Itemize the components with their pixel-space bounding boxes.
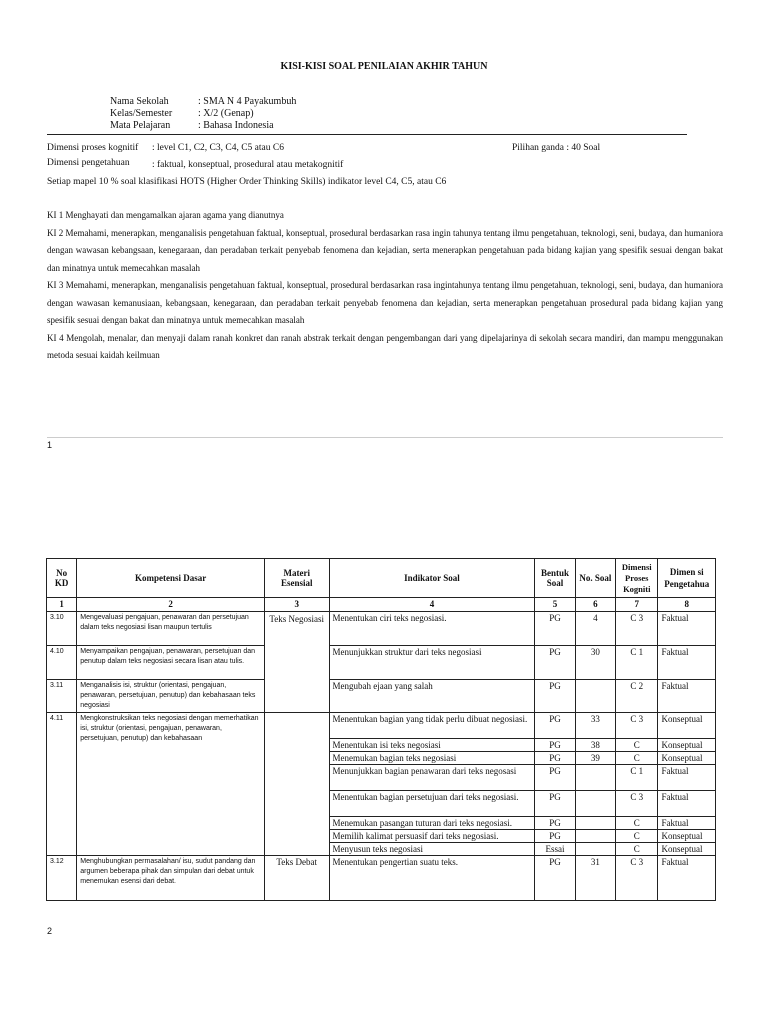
dimensi-pengetahuan: Konseptual [658, 739, 716, 752]
dimensi-proses: C 1 [616, 646, 658, 680]
column-number: 2 [77, 598, 265, 612]
dimensi-proses: C [616, 817, 658, 830]
column-number: 7 [616, 598, 658, 612]
identity-label: Nama Sekolah [110, 96, 169, 107]
kd-text: Menyampaikan pengajuan, penawaran, persetujuan dan penutup dalam teks negosiasi secara lisan atau tulis. [77, 646, 265, 680]
dimensi-pengetahuan: Faktual [658, 856, 716, 901]
no-soal: 39 [575, 752, 615, 765]
no-soal: 38 [575, 739, 615, 752]
table-row [47, 856, 716, 901]
identity-row [110, 96, 296, 108]
identity-block [110, 96, 296, 132]
dimensi-proses: C 3 [616, 856, 658, 901]
column-number: 5 [535, 598, 575, 612]
column-number: 8 [658, 598, 716, 612]
column-number-row [47, 598, 716, 612]
table-row [47, 646, 716, 680]
kd-text: Mengkonstruksikan teks negosiasi dengan memerhatikan isi, struktur (orientasi, pengajuan, penawaran, persetujuan, penutup) dan kebahasaan [77, 713, 265, 856]
column-number: 1 [47, 598, 77, 612]
proses-value: : level C1, C2, C3, C4, C5 atau C6 [152, 143, 284, 153]
identity-value: : SMA N 4 Payakumbuh [198, 96, 297, 107]
kd-text: Mengevaluasi pengajuan, penawaran dan persetujuan dalam teks negosiasi lisan maupun tertulis [77, 612, 265, 646]
dimensi-proses: C 2 [616, 680, 658, 713]
kd-text: Menganalisis isi, struktur (orientasi, pengajuan, penawaran, persetujuan, penutup) dan kebahasaan teks negosiasi [77, 680, 265, 713]
identity-row [110, 120, 296, 132]
bentuk-soal: PG [535, 680, 575, 713]
dimensi-proses: C 3 [616, 713, 658, 739]
ki-item: KI 4 Mengolah, menalar, dan menyaji dalam ranah konkret dan ranah abstrak terkait dengan pengembangan dari yang dipelajarinya di sekolah secara mandiri, dan mampu menggunakan metoda sesuai kaidah keilmuan [47, 332, 723, 360]
table-row [47, 680, 716, 713]
ki-item: KI 3 Memahami, menerapkan, menganalisis pengetahuan faktual, konseptual, prosedural berdasarkan rasa ingintahunya tentang ilmu pengetahuan, teknologi, seni, budaya, dan humaniora dengan wawasan kemanusiaan, kebangsaan, kenegaraan, dan peradaban terkait penyebab fenomena dan kejadian, serta menerapkan pengetahuan prosedural pada bidang kajian yang spesifik sesuai dengan bakat dan minatnya untuk memecahkan masalah [47, 280, 723, 325]
header-proses: Dimensi Proses Kogniti [616, 559, 658, 598]
table-row [47, 612, 716, 646]
dimensi-pengetahuan: Konseptual [658, 830, 716, 843]
materi-esensial: Teks Negosiasi [264, 612, 329, 713]
bentuk-soal: PG [535, 752, 575, 765]
table-row [47, 713, 716, 739]
dimensi-proses: C [616, 843, 658, 856]
dimensi-pengetahuan: Faktual [658, 680, 716, 713]
dimensi-pengetahuan: Faktual [658, 765, 716, 791]
indikator: Menyusun teks negosiasi [329, 843, 535, 856]
identity-label: Mata Pelajaran [110, 120, 171, 131]
bentuk-soal: PG [535, 791, 575, 817]
no-soal: 33 [575, 713, 615, 739]
bentuk-soal: PG [535, 817, 575, 830]
kd-number: 3.12 [47, 856, 77, 901]
page-break-line [47, 437, 723, 438]
indikator: Memilih kalimat persuasif dari teks negosiasi. [329, 830, 535, 843]
pilihan-ganda: Pilihan ganda : 40 Soal [512, 143, 601, 153]
bentuk-soal: PG [535, 765, 575, 791]
header-no-kd: No KD [47, 559, 77, 598]
no-soal [575, 791, 615, 817]
column-number: 6 [575, 598, 615, 612]
header-divider [47, 134, 687, 135]
dimensi-pengetahuan: Faktual [658, 612, 716, 646]
bentuk-soal: PG [535, 830, 575, 843]
kd-text: Menghubungkan permasalahan/ isu, sudut pandang dan argumen beberapa pihak dan simpulan dari debat untuk menemukan esensi dari debat. [77, 856, 265, 901]
no-soal [575, 830, 615, 843]
no-soal: 31 [575, 856, 615, 901]
table-header-row [47, 559, 716, 598]
identity-row [110, 108, 296, 120]
no-soal [575, 843, 615, 856]
materi-esensial: Teks Debat [264, 856, 329, 901]
indikator: Menemukan pasangan tuturan dari teks negosiasi. [329, 817, 535, 830]
no-soal [575, 680, 615, 713]
bentuk-soal: PG [535, 646, 575, 680]
dimensi-pengetahuan: Konseptual [658, 713, 716, 739]
column-number: 4 [329, 598, 535, 612]
ki-list [47, 207, 723, 365]
indikator: Menentukan ciri teks negosiasi. [329, 612, 535, 646]
dimensi-proses: C [616, 739, 658, 752]
proses-label: Dimensi proses kognitif [47, 143, 139, 153]
indikator: Menentukan bagian persetujuan dari teks negosiasi. [329, 791, 535, 817]
header-kompetensi: Kompetensi Dasar [77, 559, 265, 598]
kd-number: 4.10 [47, 646, 77, 680]
bentuk-soal: PG [535, 612, 575, 646]
no-soal: 30 [575, 646, 615, 680]
indikator: Menunjukkan struktur dari teks negosiasi [329, 646, 535, 680]
header-indikator: Indikator Soal [329, 559, 535, 598]
indikator: Menentukan pengertian suatu teks. [329, 856, 535, 901]
dimensi-proses: C [616, 752, 658, 765]
indikator: Menemukan bagian teks negosiasi [329, 752, 535, 765]
kd-number: 4.11 [47, 713, 77, 856]
kisi-kisi-table [46, 558, 716, 901]
ki-item: KI 2 Memahami, menerapkan, menganalisis pengetahuan faktual, konseptual, prosedural berdasarkan rasa ingin tahunya tentang ilmu pengetahuan, teknologi, seni, budaya, dan humaniora dengan wawasan kebangsaan, kenegaraan, dan peradaban terkait penyebab fenomena dan kejadian, serta menerapkan pengetahuan pada bidang kajian yang spesifik sesuai dengan bakat dan minatnya untuk memecahkan masalah [47, 227, 723, 273]
indikator: Menentukan isi teks negosiasi [329, 739, 535, 752]
header-materi: Materi Esensial [264, 559, 329, 598]
header-bentuk: Bentuk Soal [535, 559, 575, 598]
header-pengetahuan: Dimen si Pengetahua [658, 559, 716, 598]
pengetahuan-value: : faktual, konseptual, prosedural atau metakognitif [152, 160, 344, 170]
header-no-soal: No. Soal [575, 559, 615, 598]
materi-esensial-empty [264, 713, 329, 856]
page-number: 1 [47, 440, 53, 450]
dimensi-pengetahuan: Konseptual [658, 752, 716, 765]
pengetahuan-label: Dimensi pengetahuan [47, 158, 130, 168]
kd-number: 3.10 [47, 612, 77, 646]
column-number: 3 [264, 598, 329, 612]
dimensi-pengetahuan: Konseptual [658, 843, 716, 856]
no-soal [575, 765, 615, 791]
dimensi-pengetahuan: Faktual [658, 646, 716, 680]
bentuk-soal: PG [535, 739, 575, 752]
ki-item: KI 1 Menghayati dan mengamalkan ajaran agama yang dianutnya [47, 210, 284, 220]
bentuk-soal: PG [535, 856, 575, 901]
indikator: Mengubah ejaan yang salah [329, 680, 535, 713]
bentuk-soal: PG [535, 713, 575, 739]
bentuk-soal: Essai [535, 843, 575, 856]
dimensi-pengetahuan: Faktual [658, 791, 716, 817]
no-soal [575, 817, 615, 830]
kd-number: 3.11 [47, 680, 77, 713]
dimensi-pengetahuan: Faktual [658, 817, 716, 830]
identity-value: : X/2 (Genap) [198, 108, 254, 119]
identity-value: : Bahasa Indonesia [198, 120, 274, 131]
dimensi-proses: C 3 [616, 791, 658, 817]
no-soal: 4 [575, 612, 615, 646]
dimensi-proses: C [616, 830, 658, 843]
indikator: Menunjukkan bagian penawaran dari teks negosasi [329, 765, 535, 791]
dimensi-proses: C 3 [616, 612, 658, 646]
dimensi-proses: C 1 [616, 765, 658, 791]
hots-note: Setiap mapel 10 % soal klasifikasi HOTS (Higher Order Thinking Skills) indikator level C4, C5, atau C6 [47, 177, 447, 187]
page-number: 2 [47, 926, 53, 936]
indikator: Menentukan bagian yang tidak perlu dibuat negosiasi. [329, 713, 535, 739]
document-title: KISI-KISI SOAL PENILAIAN AKHIR TAHUN [280, 61, 488, 72]
identity-label: Kelas/Semester [110, 108, 173, 119]
